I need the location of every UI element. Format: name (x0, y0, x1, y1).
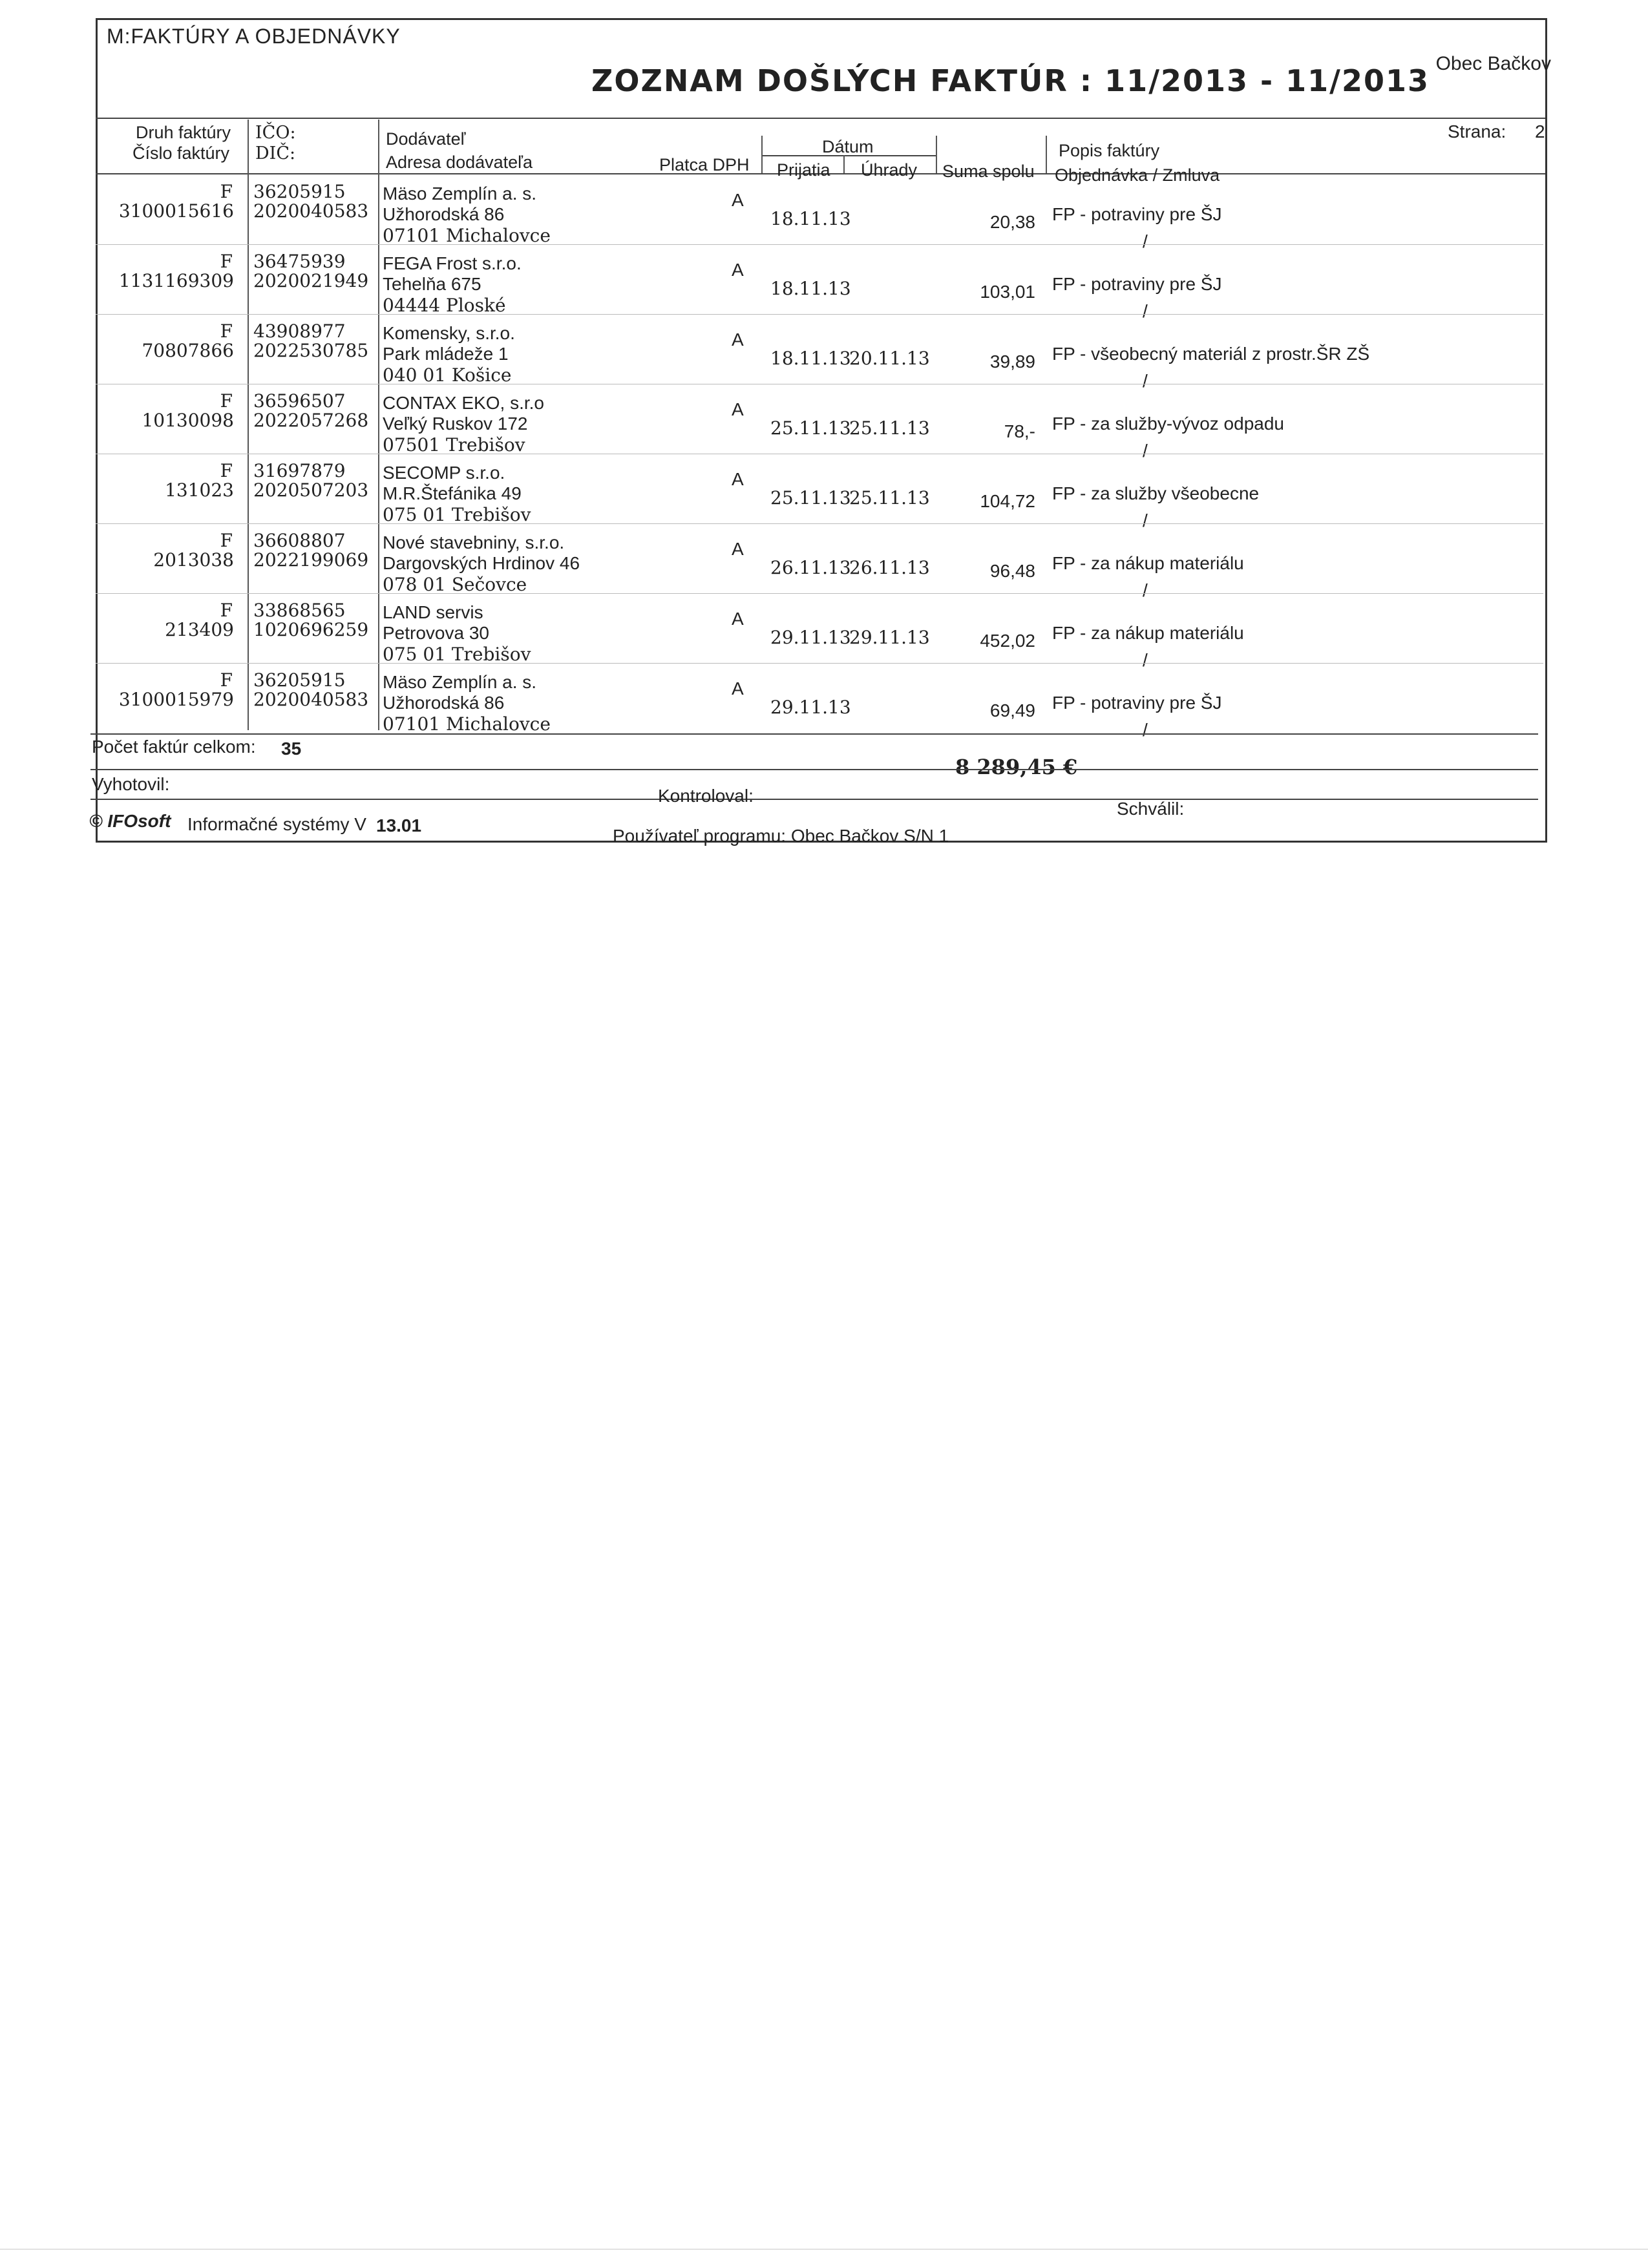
cell-suma: 20,38 (989, 212, 1035, 232)
cell-platca: A (732, 330, 744, 350)
cell-addr2: 075 01 Trebišov (383, 504, 531, 525)
cell-ico: 43908977 (253, 320, 346, 342)
col-prijatia: Prijatia (777, 160, 830, 180)
cell-platca: A (732, 469, 744, 489)
organization-name: Obec Bačkov (1435, 53, 1551, 74)
cell-addr2: 07101 Michalovce (383, 225, 551, 246)
cell-popis: FP - potraviny pre ŠJ (1052, 274, 1222, 294)
signature-bottom-rule (90, 799, 1538, 800)
cell-dic: 2022057268 (253, 410, 369, 431)
cell-popis: FP - potraviny pre ŠJ (1052, 204, 1222, 224)
total-sum: 8 289,45 € (955, 755, 1078, 779)
cell-platca: A (732, 190, 744, 210)
cell-name: Nové stavebniny, s.r.o. (383, 532, 565, 552)
vyhotovil-label: Vyhotovil: (92, 774, 170, 794)
col-divider-4 (843, 155, 845, 173)
page-label: Strana: (1448, 121, 1506, 142)
report-title: ZOZNAM DOŠLÝCH FAKTÚR : 11/2013 - 11/2013 (591, 63, 1430, 98)
cell-prijatia: 29.11.13 (770, 697, 851, 718)
cell-druh: F (220, 320, 233, 342)
row-divider (96, 314, 1543, 315)
cell-dic: 2022530785 (253, 340, 369, 361)
cell-popis: FP - za nákup materiálu (1052, 623, 1244, 643)
cell-addr2: 04444 Ploské (383, 295, 506, 316)
col-platca: Platca DPH (659, 155, 750, 174)
signature-top-rule (90, 769, 1538, 770)
cell-cislo: 131023 (165, 479, 234, 501)
cell-prijatia: 29.11.13 (770, 627, 851, 648)
cell-druh: F (220, 181, 233, 202)
cell-druh: F (220, 669, 233, 691)
cell-obj: / (1143, 580, 1148, 600)
footer-user: Používateľ programu: Obec Bačkov S/N 1 (613, 826, 949, 846)
col-datum: Dátum (822, 137, 874, 156)
cell-addr2: 07501 Trebišov (383, 434, 525, 456)
cell-ico: 36475939 (253, 251, 346, 272)
col-suma: Suma spolu (942, 162, 1035, 181)
schvalil-label: Schválil: (1117, 799, 1185, 819)
cell-addr2: 040 01 Košice (383, 364, 512, 386)
page-number: 2 (1535, 121, 1545, 142)
cell-cislo: 1131169309 (118, 270, 234, 291)
cell-obj: / (1143, 301, 1148, 321)
cell-dic: 2020040583 (253, 200, 369, 222)
cell-ico: 36205915 (253, 181, 346, 202)
cell-druh: F (220, 600, 233, 621)
cell-name: Mäso Zemplín a. s. (383, 184, 537, 204)
col-objednavka: Objednávka / Zmluva (1055, 165, 1220, 185)
cell-obj: / (1143, 650, 1148, 670)
cell-popis: FP - všeobecný materiál z prostr.ŠR ZŠ (1052, 344, 1370, 364)
cell-prijatia: 18.11.13 (770, 278, 851, 299)
col-adresa: Adresa dodávateľa (386, 152, 533, 172)
cell-uhrady: 20.11.13 (849, 348, 930, 369)
cell-name: Komensky, s.r.o. (383, 323, 515, 343)
col-dodavatel: Dodávateľ (386, 129, 466, 149)
col-cislo: Číslo faktúry (132, 143, 230, 163)
total-count: 35 (281, 739, 302, 759)
cell-addr1: Veľký Ruskov 172 (383, 414, 528, 434)
col-divider-3 (761, 136, 763, 173)
col-divider-2 (378, 120, 379, 730)
cell-suma: 78,- (1004, 421, 1035, 441)
footer-system: Informačné systémy V (187, 814, 366, 834)
cell-druh: F (220, 251, 233, 272)
cell-cislo: 213409 (165, 619, 234, 640)
cell-ico: 33868565 (253, 600, 346, 621)
cell-addr2: 075 01 Trebišov (383, 644, 531, 665)
cell-obj: / (1143, 371, 1148, 391)
cell-prijatia: 25.11.13 (770, 417, 851, 439)
cell-cislo: 3100015979 (118, 689, 234, 710)
cell-obj: / (1143, 510, 1148, 530)
cell-cislo: 3100015616 (118, 200, 234, 222)
cell-druh: F (220, 460, 233, 481)
cell-dic: 2020021949 (253, 270, 369, 291)
col-divider-5 (936, 136, 937, 173)
cell-uhrady: 26.11.13 (849, 557, 930, 578)
footer-brand: © IFOsoft (89, 811, 171, 831)
cell-popis: FP - potraviny pre ŠJ (1052, 693, 1222, 713)
cell-addr1: Tehelňa 675 (383, 274, 481, 294)
cell-name: LAND servis (383, 602, 483, 622)
row-divider (96, 663, 1543, 664)
cell-popis: FP - za služby-vývoz odpadu (1052, 414, 1284, 434)
cell-ico: 36205915 (253, 669, 346, 691)
cell-addr1: Dargovských Hrdinov 46 (383, 553, 580, 573)
cell-popis: FP - za služby všeobecne (1052, 483, 1260, 503)
cell-addr1: M.R.Štefánika 49 (383, 483, 522, 503)
cell-druh: F (220, 530, 233, 551)
cell-addr1: Park mládeže 1 (383, 344, 509, 364)
totals-rule (90, 733, 1538, 735)
cell-suma: 96,48 (989, 561, 1035, 581)
footer-version: 13.01 (376, 815, 422, 835)
cell-dic: 2020040583 (253, 689, 369, 710)
cell-suma: 104,72 (980, 491, 1035, 511)
cell-ico: 31697879 (253, 460, 346, 481)
cell-cislo: 2013038 (153, 549, 234, 571)
cell-platca: A (732, 260, 744, 280)
cell-addr1: Užhorodská 86 (383, 204, 505, 224)
col-dic: DIČ: (255, 143, 296, 163)
scan-edge (0, 2249, 1648, 2250)
cell-platca: A (732, 609, 744, 629)
cell-addr2: 07101 Michalovce (383, 713, 551, 735)
cell-cislo: 70807866 (142, 340, 234, 361)
col-ico: IČO: (255, 123, 296, 143)
cell-prijatia: 18.11.13 (770, 208, 851, 229)
cell-name: FEGA Frost s.r.o. (383, 253, 522, 273)
cell-suma: 69,49 (989, 700, 1035, 720)
cell-name: CONTAX EKO, s.r.o (383, 393, 544, 413)
col-divider-6 (1046, 136, 1047, 173)
cell-platca: A (732, 399, 744, 419)
col-popis: Popis faktúry (1059, 141, 1160, 160)
cell-dic: 1020696259 (253, 619, 369, 640)
col-divider-1 (248, 120, 249, 730)
cell-obj: / (1143, 231, 1148, 251)
cell-popis: FP - za nákup materiálu (1052, 553, 1244, 573)
cell-uhrady: 29.11.13 (849, 627, 930, 648)
row-divider (96, 523, 1543, 524)
module-title: M:FAKTÚRY A OBJEDNÁVKY (107, 25, 401, 48)
cell-prijatia: 18.11.13 (770, 348, 851, 369)
cell-uhrady: 25.11.13 (849, 487, 930, 509)
row-divider (96, 244, 1543, 245)
cell-platca: A (732, 678, 744, 698)
kontroloval-label: Kontroloval: (658, 786, 754, 806)
cell-dic: 2022199069 (253, 549, 369, 571)
cell-suma: 452,02 (980, 631, 1035, 651)
cell-suma: 103,01 (980, 282, 1035, 302)
cell-cislo: 10130098 (142, 410, 234, 431)
cell-suma: 39,89 (989, 352, 1035, 372)
cell-name: Mäso Zemplín a. s. (383, 672, 537, 692)
cell-obj: / (1143, 441, 1148, 461)
cell-prijatia: 25.11.13 (770, 487, 851, 509)
cell-addr1: Petrovova 30 (383, 623, 489, 643)
cell-obj: / (1143, 720, 1148, 740)
cell-ico: 36596507 (253, 390, 346, 412)
cell-ico: 36608807 (253, 530, 346, 551)
cell-addr2: 078 01 Sečovce (383, 574, 527, 595)
cell-prijatia: 26.11.13 (770, 557, 851, 578)
cell-uhrady: 25.11.13 (849, 417, 930, 439)
total-count-label: Počet faktúr celkom: (92, 737, 256, 757)
col-druh: Druh faktúry (136, 123, 231, 142)
cell-name: SECOMP s.r.o. (383, 463, 505, 483)
col-uhrady: Úhrady (861, 160, 918, 180)
cell-druh: F (220, 390, 233, 412)
cell-addr1: Užhorodská 86 (383, 693, 505, 713)
header-top-rule (96, 118, 1545, 119)
cell-dic: 2020507203 (253, 479, 369, 501)
row-divider (96, 593, 1543, 594)
cell-platca: A (732, 539, 744, 559)
